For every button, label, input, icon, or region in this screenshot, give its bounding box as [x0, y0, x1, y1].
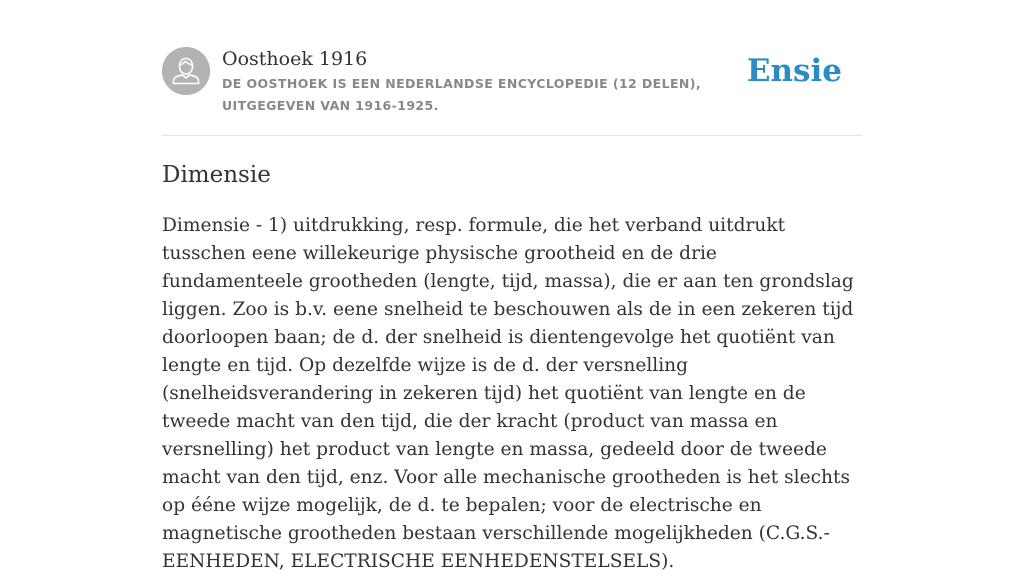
source-header — [162, 47, 862, 135]
source-description: DE OOSTHOEK IS EEN NEDERLANDSE ENCYCLOPEDIE (12 DELEN), UITGEGEVEN VAN 1916-1925. — [222, 76, 702, 113]
ensie-logo[interactable]: Ensie — [746, 53, 842, 89]
user-silhouette-icon — [162, 47, 210, 95]
article-body: Dimensie - 1) uitdrukking, resp. formule, die het verband uitdrukt tusschen eene willekeurige physische grootheid en de drie fundamenteele grootheden (lengte, tijd, massa), die er aan ten grondslag liggen. Zoo is b.v. eene snelheid te beschouwen als de in een zekeren tijd doorloopen baan; de d. der snelheid is dientengevolge het quotiënt van lengte en tijd. Op dezelfde wijze is de d. der versnelling (snelheidsverandering in zekeren tijd) het quotiënt van lengte en de tweede macht van den tijd, die der kracht (product van massa en versnelling) het product van lengte en massa, gedeeld door de tweede macht van den tijd, enz. Voor alle mechanische grootheden is het slechts op ééne wijze mogelijk, de d. te bepalen; voor de electrische en magnetische grootheden bestaan verschillende mogelijkheden (C.G.S.-EENHEDEN, ELECTRISCHE EENHEDENSTELSELS). — [162, 215, 854, 572]
source-avatar[interactable] — [162, 47, 210, 95]
article-title: Dimensie — [162, 162, 271, 188]
source-name[interactable]: Oosthoek 1916 — [222, 48, 368, 70]
header-divider — [162, 135, 862, 136]
